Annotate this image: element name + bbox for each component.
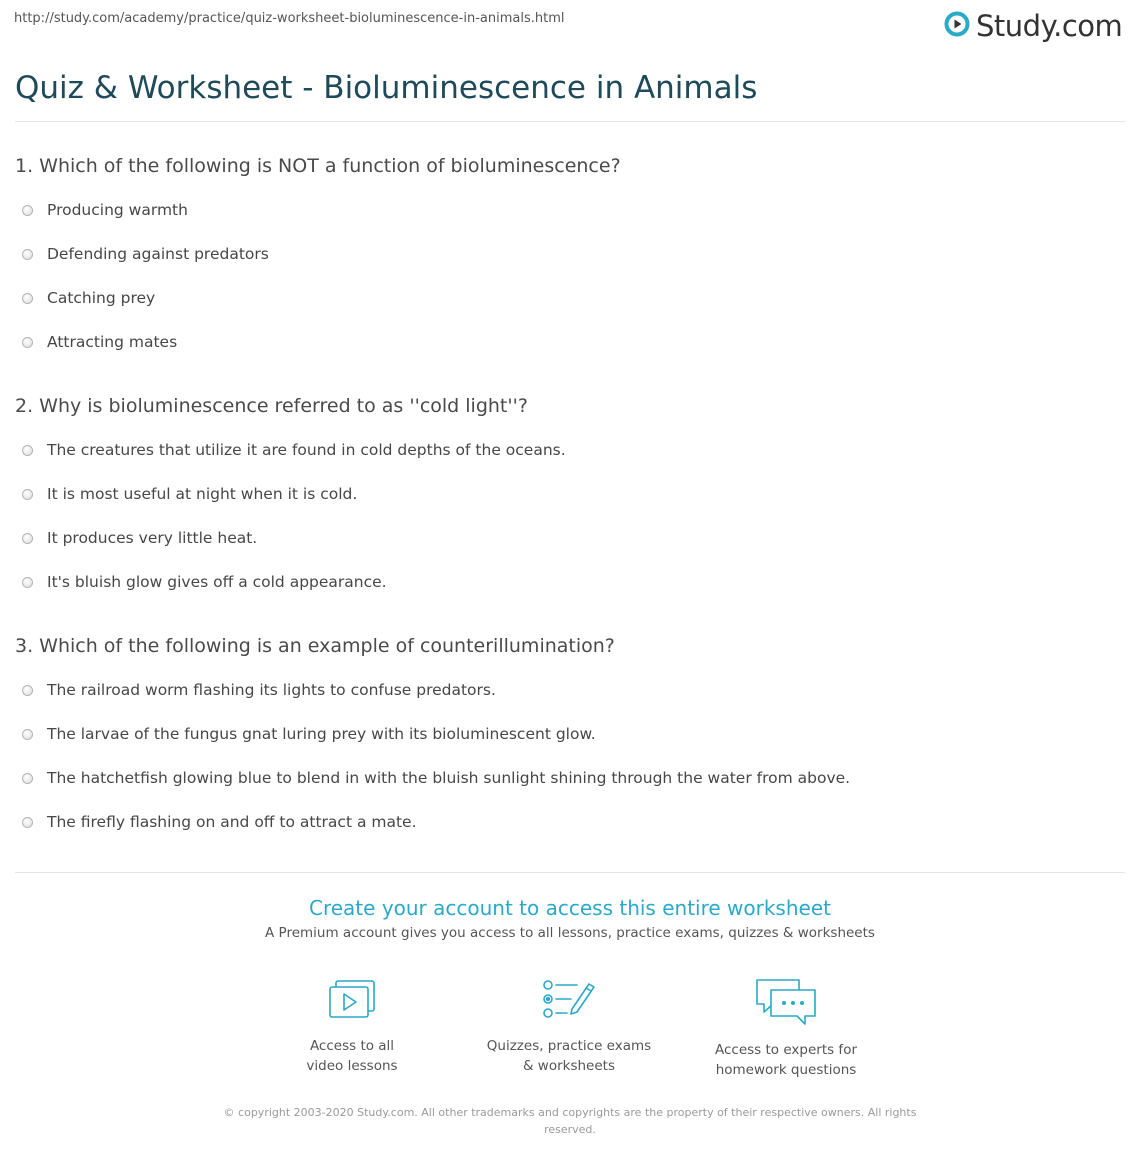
answer-label: The larvae of the fungus gnat luring prey with its bioluminescent glow. <box>47 725 596 743</box>
question-2: 2. Why is bioluminescence referred to as ''cold light''? <box>15 395 528 417</box>
feature-video-lessons <box>242 976 462 1076</box>
answer-option[interactable] <box>22 439 566 461</box>
copyright-line2: reserved. <box>544 1123 596 1136</box>
answer-label: Defending against predators <box>47 245 269 263</box>
answer-option[interactable] <box>22 287 155 309</box>
radio-button[interactable] <box>22 533 33 544</box>
answer-label: It is most useful at night when it is cold. <box>47 485 358 503</box>
feature-label-line2: video lessons <box>306 1058 398 1074</box>
radio-button[interactable] <box>22 817 33 828</box>
radio-button[interactable] <box>22 685 33 696</box>
radio-button[interactable] <box>22 249 33 260</box>
logo-text: Study.com <box>976 9 1123 43</box>
answer-option[interactable] <box>22 331 177 353</box>
answer-option[interactable] <box>22 199 188 221</box>
question-1: 1. Which of the following is NOT a function of bioluminescence? <box>15 155 621 177</box>
question-3: 3. Which of the following is an example of counterillumination? <box>15 635 615 657</box>
play-logo-icon <box>944 11 970 41</box>
answer-option[interactable] <box>22 243 269 265</box>
answer-label: The firefly flashing on and off to attract a mate. <box>47 813 417 831</box>
radio-button[interactable] <box>22 445 33 456</box>
copyright-footer <box>215 1104 925 1138</box>
premium-description: A Premium account gives you access to all lessons, practice exams, quizzes & worksheets <box>265 925 875 941</box>
title-divider <box>15 121 1125 122</box>
video-lessons-icon <box>242 976 462 1024</box>
quiz-checklist-icon <box>459 976 679 1024</box>
feature-experts <box>676 976 896 1080</box>
answer-label: Attracting mates <box>47 333 178 351</box>
answer-label: The creatures that utilize it are found in cold depths of the oceans. <box>47 441 566 459</box>
answer-label: The hatchetfish glowing blue to blend in with the bluish sunlight shining through the water from above. <box>47 769 851 787</box>
answer-option[interactable] <box>22 571 387 593</box>
answer-label: Producing warmth <box>47 201 188 219</box>
chat-bubbles-icon <box>676 976 896 1028</box>
copyright-line1: © copyright 2003-2020 Study.com. All other trademarks and copyrights are the property of their respective owners. All rights <box>223 1106 917 1119</box>
feature-label-line1: Quizzes, practice exams <box>486 1038 652 1054</box>
answer-option[interactable] <box>22 811 417 833</box>
radio-button[interactable] <box>22 205 33 216</box>
radio-button[interactable] <box>22 577 33 588</box>
feature-label-line2: homework questions <box>715 1062 857 1078</box>
answer-label: It produces very little heat. <box>47 529 258 547</box>
answer-option[interactable] <box>22 723 596 745</box>
radio-button[interactable] <box>22 489 33 500</box>
answer-option[interactable] <box>22 679 496 701</box>
radio-button[interactable] <box>22 337 33 348</box>
study-logo[interactable] <box>944 6 1122 46</box>
answer-option[interactable] <box>22 767 850 789</box>
feature-label-line2: & worksheets <box>522 1058 615 1074</box>
feature-quizzes <box>459 976 679 1076</box>
radio-button[interactable] <box>22 729 33 740</box>
radio-button[interactable] <box>22 773 33 784</box>
page-url: http://study.com/academy/practice/quiz-worksheet-bioluminescence-in-animals.html <box>14 11 565 26</box>
answer-label: The railroad worm flashing its lights to confuse predators. <box>47 681 496 699</box>
answer-option[interactable] <box>22 527 257 549</box>
page-title: Quiz & Worksheet - Bioluminescence in Animals <box>15 70 758 106</box>
cta-divider <box>15 872 1125 873</box>
answer-label: Catching prey <box>47 289 156 307</box>
answer-option[interactable] <box>22 483 357 505</box>
feature-label-line1: Access to all <box>309 1038 395 1054</box>
feature-label-line1: Access to experts for <box>714 1042 857 1058</box>
radio-button[interactable] <box>22 293 33 304</box>
create-account-link[interactable]: Create your account to access this entire worksheet <box>309 896 831 920</box>
answer-label: It's bluish glow gives off a cold appearance. <box>47 573 387 591</box>
